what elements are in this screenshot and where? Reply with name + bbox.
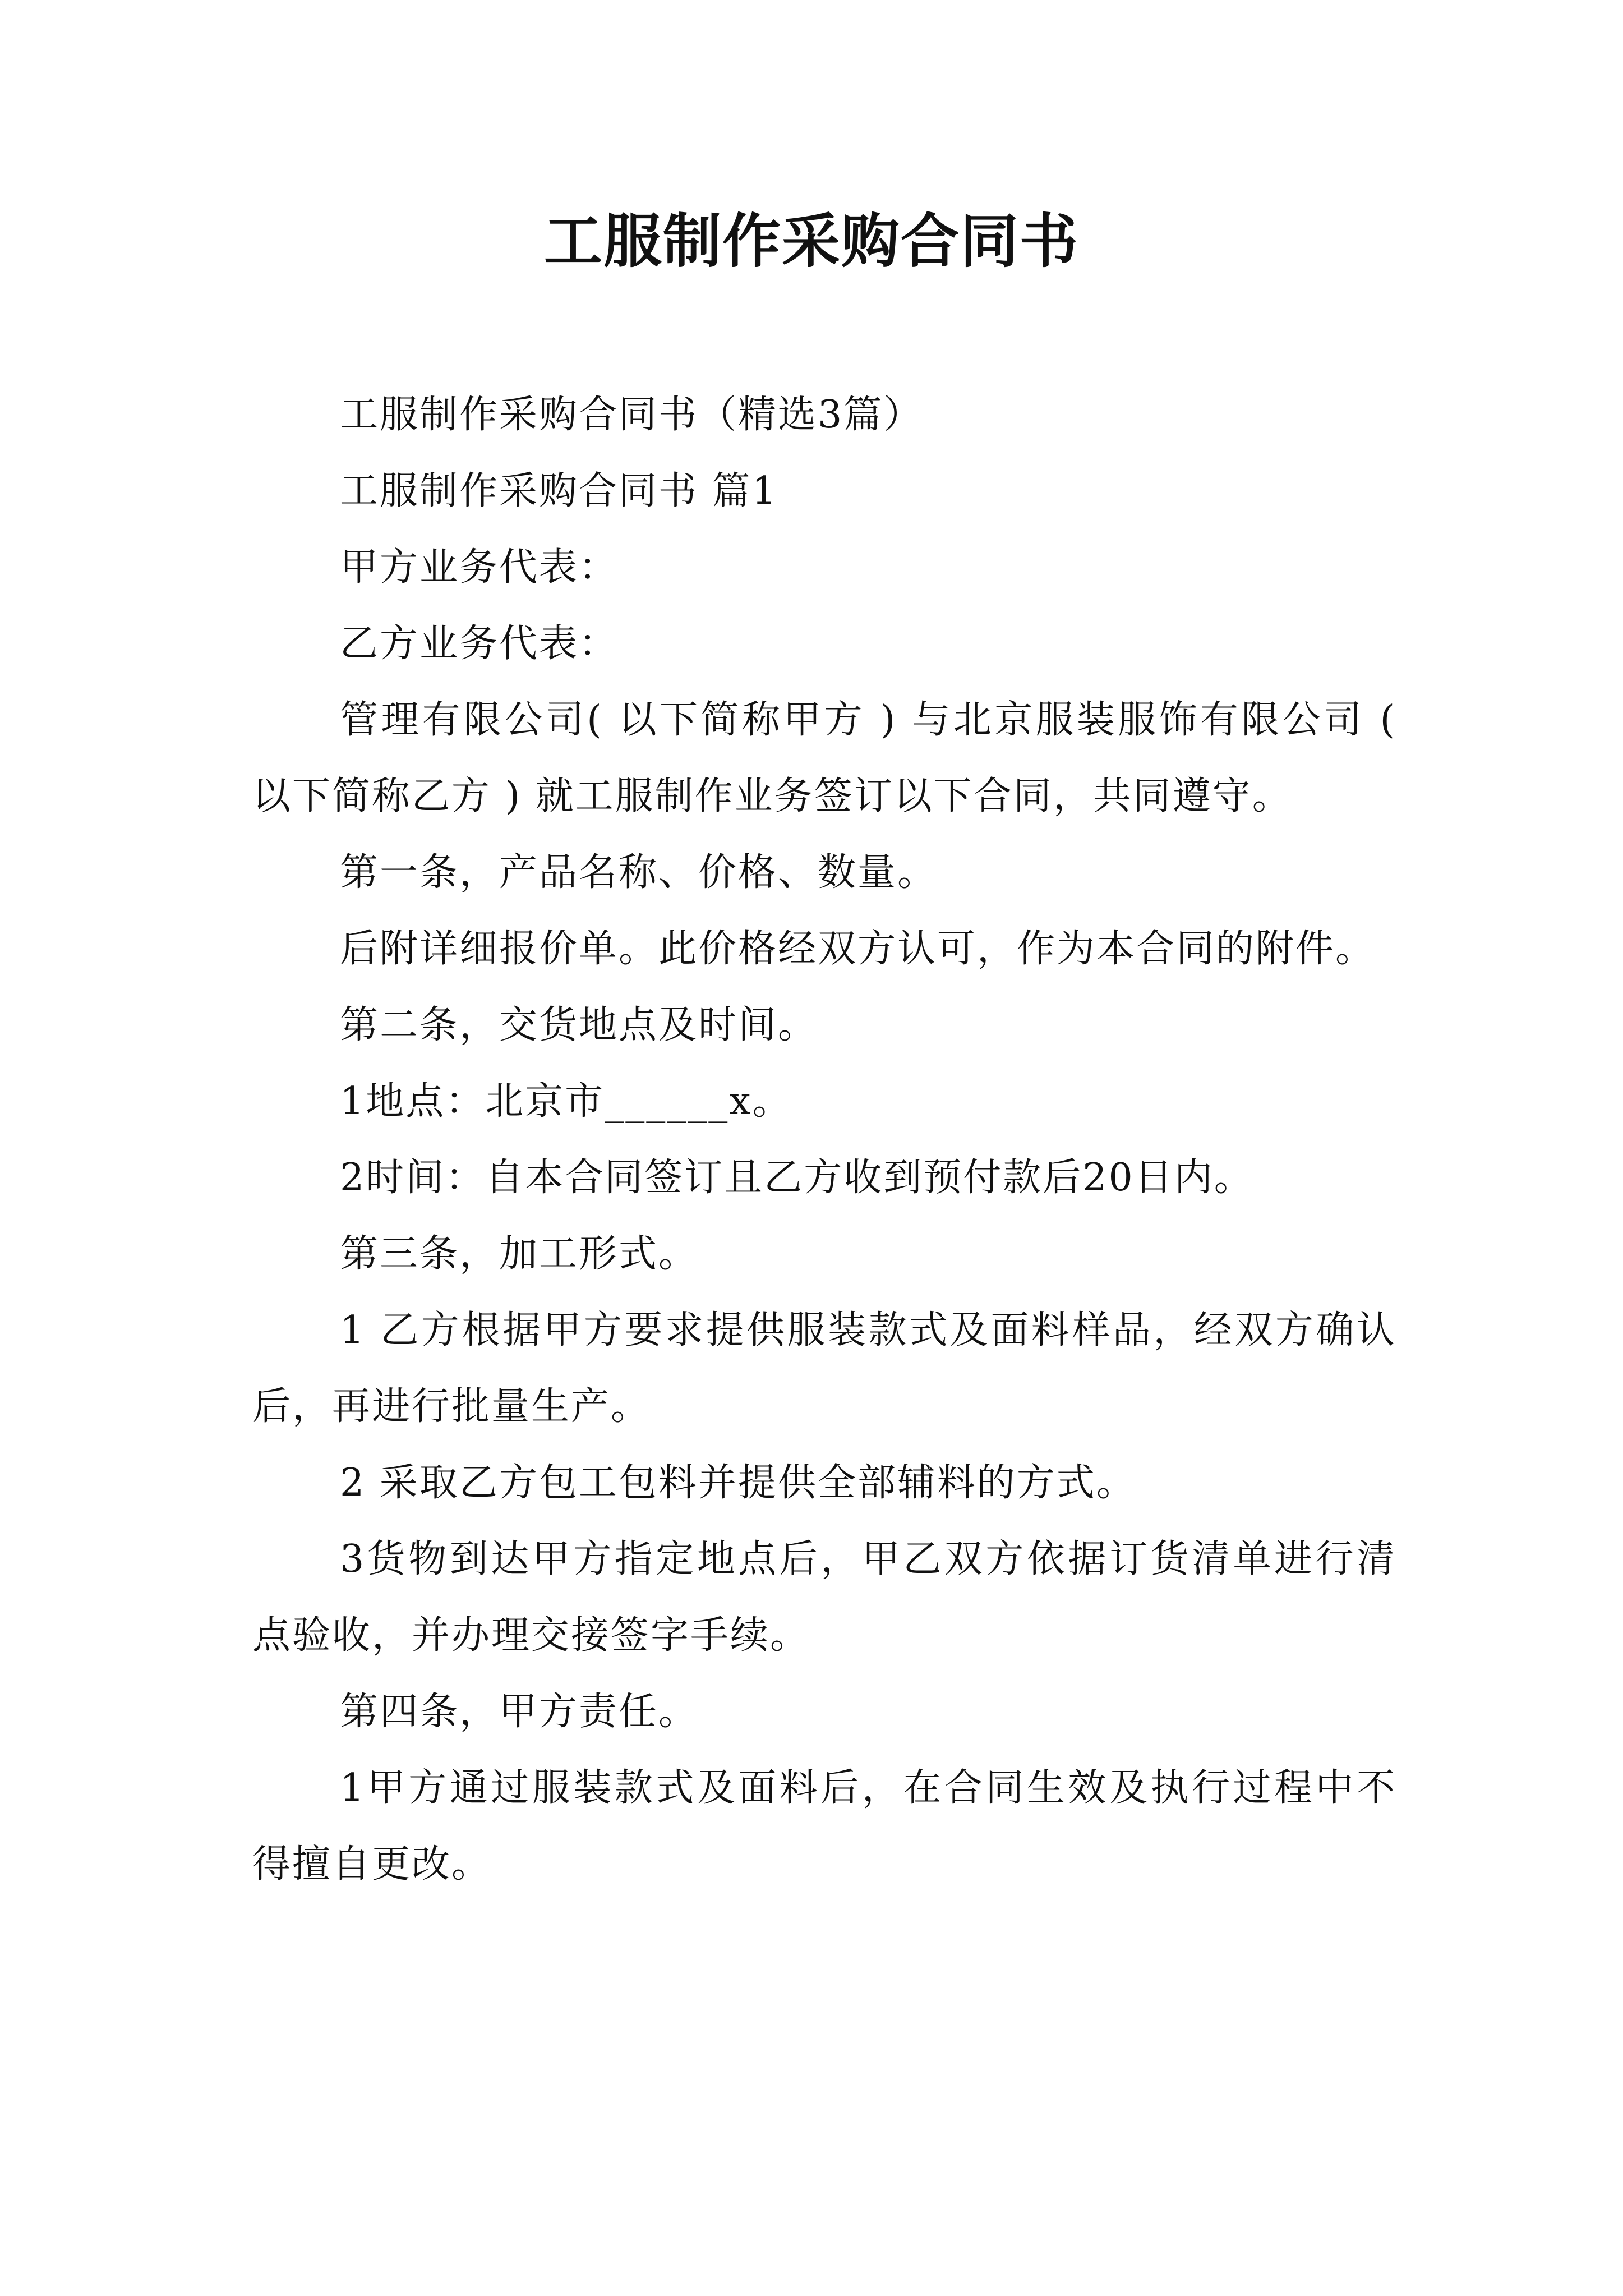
paragraph-party-a-duty-1: 1甲方通过服装款式及面料后，在合同生效及执行过程中不得擅自更改。 (252, 1766, 1396, 1887)
paragraph-processing-3: 3货物到达甲方指定地点后，甲乙双方依据订货清单进行清点验收，并办理交接签字手续。 (252, 1537, 1396, 1658)
paragraph-article-2: 第二条，交货地点及时间。 (340, 1003, 818, 1047)
paragraph-subtitle: 工服制作采购合同书（精选3篇） (340, 393, 924, 437)
paragraph-delivery-time: 2时间：自本合同签订且乙方收到预付款后20日内。 (340, 1156, 1254, 1200)
paragraph-party-b-representative: 乙方业务代表： (340, 622, 619, 666)
paragraph-intro: 管理有限公司( 以下简称甲方 ) 与北京服装服饰有限公司 ( 以下简称乙方 ) 就工服制作业务签订以下合同，共同遵守。 (252, 698, 1396, 818)
document-title: 工服制作采购合同书 (543, 206, 1079, 275)
paragraph-processing-2: 2 采取乙方包工包料并提供全部辅料的方式。 (340, 1461, 1136, 1505)
paragraph-article-4: 第四条，甲方责任。 (340, 1690, 699, 1734)
paragraph-processing-1: 1 乙方根据甲方要求提供服装款式及面料样品，经双方确认后，再进行批量生产。 (252, 1308, 1396, 1429)
paragraph-article-1-body: 后附详细报价单。此价格经双方认可，作为本合同的附件。 (340, 927, 1376, 971)
paragraph-article-3: 第三条，加工形式。 (340, 1232, 699, 1276)
paragraph-article-1: 第一条，产品名称、价格、数量。 (340, 850, 938, 895)
paragraph-section-heading: 工服制作采购合同书 篇1 (340, 469, 778, 513)
paragraph-party-a-representative: 甲方业务代表： (340, 545, 619, 590)
paragraph-delivery-location: 1地点：北京市______x。 (340, 1079, 792, 1124)
document-body (252, 377, 1396, 1903)
